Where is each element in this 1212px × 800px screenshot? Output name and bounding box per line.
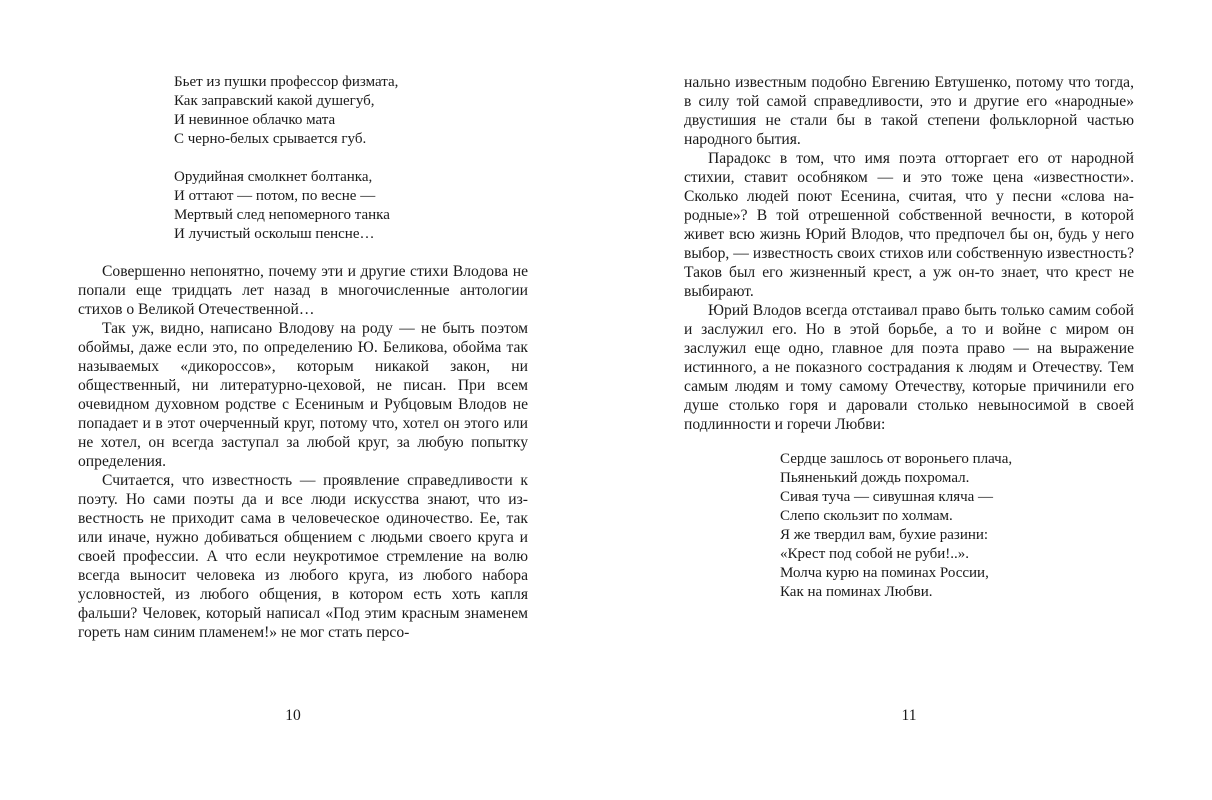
poem-line: И оттают — потом, по весне — [174, 188, 376, 204]
paragraph: Считается, что известность — проявление справедливости к поэту. Но сами поэты да и все люди искусства знают, что известность не приходит сама в человеческое одиночество. Ее, так или иначе, нужно добиваться общением с людьми своего круга и своей профессии. А что если неукротимое стремление на волю всегда выносит человека из любого круга, из любого набора условностей, из любого общения, в котором есть хоть капля фальши? Человек, который написал «Под этим красным знаменем гореть нам синим пламенем!» не мог стать персо- [78, 472, 528, 641]
poem-line: Бьет из пушки профессор физмата, [174, 74, 399, 90]
right-page [606, 0, 1212, 800]
paragraph: Совершенно непонятно, почему эти и другие стихи Влодова не попали еще тридцать лет назад в многочисленные антологии стихов о Великой Отечественной… [78, 263, 528, 318]
paragraph: Юрий Влодов всегда отстаивал право быть только самим собой и заслужил его. Но в этой борьбе, а то и войне с миром он заслужил еще одно, главное для поэта право — на выражение истинного, а не показного сострадания к людям и Отечеству. Тем самым людям и тому самому Отечеству, которые причинили его душе столько горя и даровали столько невыносимой в своей подлинности и горечи Любви: [684, 302, 1134, 433]
right-poem [780, 450, 1012, 602]
poem-line: С черно-белых срывается губ. [174, 131, 367, 147]
page-number: 10 [285, 707, 301, 724]
paragraph-continuation: нально известным подобно Евгению Евтушенко, потому что тогда, в силу той самой справедливости, это и другие его «народные» двустишия не стали бы в такой степени фольклорной частью народного бытия. [684, 74, 1134, 148]
paragraph: Парадокс в том, что имя поэта отторгает его от народной стихии, ставит особняком — и это тоже цена «известности». Сколько людей поют Есенина, считая, что у песни «слова народные»? В той отрешенной собственной вечности, в которой живет всю жизнь Юрий Влодов, что предпочел бы он, будь у него выбор, — известность своих стихов или собственную известность? Таков был его жизненный крест, а уж он-то знает, что крест не выбирают. [684, 150, 1134, 300]
poem-line: Сивая туча — сивушная кляча — [780, 489, 994, 505]
poem-line: И невинное облачко мата [174, 112, 336, 128]
poem-line: «Крест под собой не руби!..». [780, 546, 969, 562]
paragraph: Так уж, видно, написано Влодову на роду — не быть поэтом обоймы, даже если это, по определению Ю. Беликова, обойма так называемых «дикороссов», которым никакой закон, ни общественный, ни литературно-цеховой, не писан. При всем очевидном духовном родстве с Есениным и Рубцовым Влодов не попадает и в этот очерченный круг, потому что, хотел он этого или не хотел, он всегда заступал за любой круг, за любую попытку определения. [78, 320, 528, 470]
left-poem [174, 73, 398, 244]
poem-line: Мертвый след непомерного танка [174, 207, 390, 223]
poem-line: Как заправский какой душегуб, [174, 93, 375, 109]
poem-line: Орудийная смолкнет болтанка, [174, 169, 373, 185]
right-body-text [684, 73, 1134, 434]
poem-line: Сердце зашлось от вороньего плача, [780, 451, 1013, 467]
left-body-text [78, 262, 528, 642]
poem-line: Как на поминах Любви. [780, 584, 933, 600]
stanza-gap [174, 149, 398, 168]
poem-line: Пьяненький дождь похромал. [780, 470, 970, 486]
poem-line: Я же твердил вам, бухие разини: [780, 527, 989, 543]
page-number: 11 [901, 707, 917, 724]
poem-line: И лучистый осколыш пенсне… [174, 226, 375, 242]
poem-line: Молча курю на поминах России, [780, 565, 989, 581]
poem-line: Слепо скользит по холмам. [780, 508, 953, 524]
